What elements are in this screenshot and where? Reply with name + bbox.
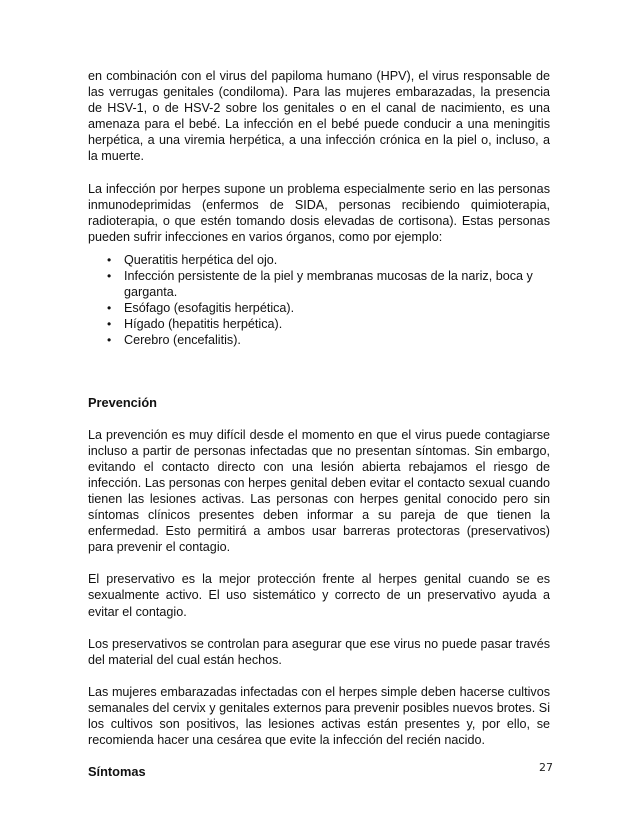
bullet-icon: •: [107, 317, 112, 332]
bullet-icon: •: [107, 269, 112, 284]
intro-paragraph-2: La infección por herpes supone un problema especialmente serio en las personas inmunodeprimidas (enfermos de SIDA, personas recibiendo quimioterapia, radioterapia, o que estén tomando dosis elevadas de cortisona). Estas personas pueden sufrir infecciones en varios órganos, como por ejemplo:: [88, 181, 550, 244]
section-heading-symptoms: Síntomas: [88, 764, 146, 780]
list-item-text: Infección persistente de la piel y membranas mucosas de la nariz, boca y garganta.: [124, 269, 533, 300]
bullet-icon: •: [107, 252, 112, 267]
list-item-text: Hígado (hepatitis herpética).: [124, 317, 283, 332]
intro-paragraph-1: en combinación con el virus del papiloma humano (HPV), el virus responsable de las verrugas genitales (condiloma). Para las mujeres embarazadas, la presencia de HSV-1, o de HSV-2 sobre los genitales o en el canal de nacimiento, es una amenaza para el bebé. La infección en el bebé puede conducir a una meningitis herpética, a una viremia herpética, a una infección crónica en la piel o, incluso, a la muerte.: [88, 69, 550, 164]
list-item-text: Queratitis herpética del ojo.: [124, 252, 278, 267]
list-item: [107, 268, 550, 300]
section-spacer: [88, 365, 550, 395]
page-content: [88, 68, 550, 780]
section-heading-prevention: Prevención: [88, 394, 157, 410]
page-number: 27: [539, 761, 553, 774]
prevention-paragraph-4: Las mujeres embarazadas infectadas con el herpes simple deben hacerse cultivos semanales del cervix y genitales externos para prevenir posibles nuevos brotes. Si los cultivos son positivos, las lesiones activas están presentes y, por ello, se recomienda hacer una cesárea que evite la infección del recién nacido.: [88, 684, 550, 748]
list-item: [107, 316, 550, 332]
bullet-icon: •: [107, 301, 112, 316]
list-item: [107, 252, 550, 268]
list-item-text: Cerebro (encefalitis).: [124, 333, 241, 348]
prevention-paragraph-3: Los preservativos se controlan para asegurar que ese virus no puede pasar través del material del cual están hechos.: [88, 636, 550, 667]
bullet-icon: •: [107, 333, 112, 348]
prevention-paragraph-2: El preservativo es la mejor protección frente al herpes genital cuando se es sexualmente activo. El uso sistemático y correcto de un preservativo ayuda a evitar el contagio.: [88, 572, 550, 619]
list-item: [107, 300, 550, 316]
list-item-text: Esófago (esofagitis herpética).: [124, 301, 295, 316]
prevention-paragraph-1: La prevención es muy difícil desde el momento en que el virus puede contagiarse incluso a partir de personas infectadas que no presentan síntomas. Sin embargo, evitando el contacto directo con una lesión abierta rebajamos el riesgo de infección. Las personas con herpes genital deben evitar el contacto sexual cuando tienen las lesiones activas. Las personas con herpes genital conocido pero sin síntomas clínicos presentes deben informar a su pareja de que tienen la enfermedad. Esto permitirá a ambos usar barreras protectoras (preservativos) para prevenir el contagio.: [88, 427, 550, 555]
list-item: [107, 332, 550, 348]
organ-list: [88, 252, 550, 349]
